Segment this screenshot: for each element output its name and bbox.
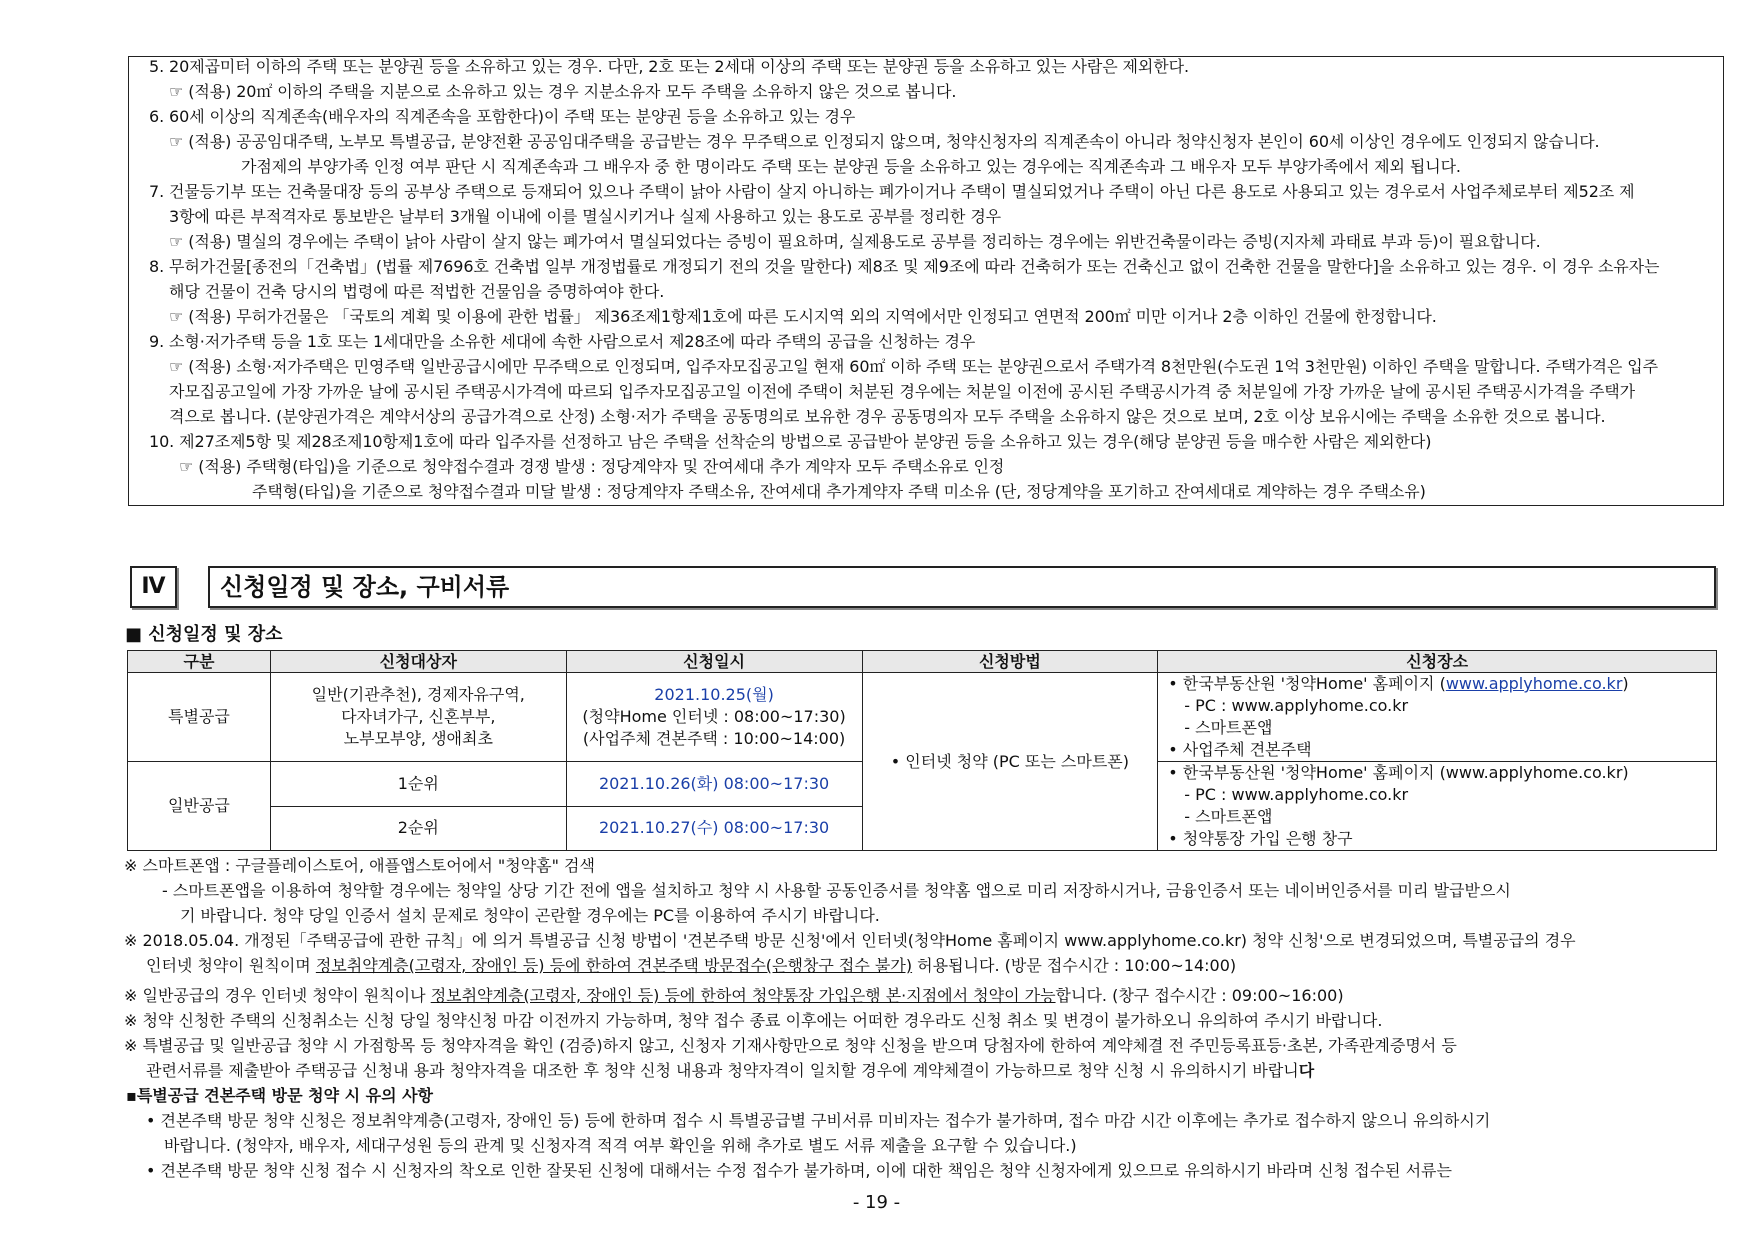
note-text: 다: [1298, 1061, 1315, 1080]
list-line: 5. 20제곱미터 이하의 주택 또는 분양권 등을 소유하고 있는 경우. 다만, 2호 또는 2세대 이상의 주택 또는 분양권 등을 소유하고 있는 사람은 제외한다.: [149, 57, 1189, 76]
list-line: 8. 무허가건물[종전의「건축법」(법률 제7696호 건축법 일부 개정법률로 개정되기 전의 것을 말한다) 제8조 및 제9조에 따라 건축허가 또는 건축신고 없이 건축한 건물을 말한다]을 소유하고 있는 경우. 이 경우 소유자는: [149, 257, 1660, 276]
list-line: ☞ (적용) 소형·저가주택은 민영주택 일반공급시에만 무주택으로 인정되며, 입주자모집공고일 현재 60㎡ 이하 주택 또는 분양권으로서 주택가격 8천만원(수도권 1억 3천만원) 이하인 주택을 말합니다. 주택가격은 입주: [169, 357, 1658, 376]
header-method: 신청방법: [862, 651, 1158, 673]
note-line: [146, 956, 1236, 976]
general-place: [1158, 762, 1717, 851]
section-number: Ⅳ: [130, 566, 177, 608]
criteria-list-box: [128, 56, 1724, 506]
special-time-online: (청약Home 인터넷 : 08:00~17:30): [582, 707, 846, 726]
note-line: ※ 2018.05.04. 개정된「주택공급에 관한 규칙」에 의거 특별공급 신청 방법이 '견본주택 방문 신청'에서 인터넷(청약Home 홈페이지 www.applyhome.co.kr) 청약 신청'으로 변경되었으며, 특별공급의 경우: [124, 931, 1576, 950]
note-line: • 견본주택 방문 청약 신청은 정보취약계층(고령자, 장애인 등) 등에 한하며 접수 시 특별공급별 구비서류 미비자는 접수가 불가하며, 접수 마감 시간 이후에는 추가로 접수하지 않으니 유의하시기: [146, 1111, 1491, 1130]
special-targets: [270, 673, 566, 762]
list-line: 6. 60세 이상의 직계존속(배우자의 직계존속을 포함한다)이 주택 또는 분양권 등을 소유하고 있는 경우: [149, 107, 856, 126]
place-line: - 스마트폰앱: [1184, 807, 1273, 826]
section-title: 신청일정 및 장소, 구비서류: [208, 566, 1716, 608]
note-text: 정보취약계층(고령자, 장애인 등) 등에 한하여 견본주택 방문접수(은행창구 접수 불가): [315, 956, 913, 975]
page-number: - 19 -: [852, 1192, 901, 1213]
applyhome-link[interactable]: www.applyhome.co.kr: [1445, 674, 1623, 693]
list-line: 해당 건물이 건축 당시의 법령에 따른 적법한 건물임을 증명하여야 한다.: [169, 282, 665, 301]
note-text: 합니다. (창구 접수시간 : 09:00~16:00): [1055, 986, 1344, 1005]
place-line: • 한국부동산원 '청약Home' 홈페이지 (www.applyhome.co.kr): [1168, 763, 1629, 782]
apply-method: • 인터넷 청약 (PC 또는 스마트폰): [862, 673, 1158, 851]
special-place: [1158, 673, 1717, 762]
list-line: 격으로 봅니다. (분양권가격은 계약서상의 공급가격으로 산정) 소형·저가 주택을 공동명의로 보유한 경우 공동명의자 모두 주택을 소유하지 않은 것으로 보며, 2호 이상 보유시에는 주택을 소유한 것으로 봅니다.: [169, 407, 1606, 426]
schedule-table: [127, 650, 1717, 851]
rank-2-date: 2021.10.27(수) 08:00~17:30: [566, 806, 862, 851]
target-line: 일반(기관추천), 경제자유구역,: [311, 685, 525, 704]
visit-notice-title: ▪특별공급 견본주택 방문 청약 시 유의 사항: [126, 1086, 434, 1105]
note-line: 기 바랍니다. 청약 당일 인증서 설치 문제로 청약이 곤란할 경우에는 PC를 이용하여 주시기 바랍니다.: [180, 906, 880, 925]
list-line: ☞ (적용) 주택형(타입)을 기준으로 청약접수결과 경쟁 발생 : 정당계약자 및 잔여세대 추가 계약자 모두 주택소유로 인정: [179, 457, 1005, 476]
note-line: [124, 986, 1344, 1006]
place-line: • 사업주체 견본주택: [1168, 740, 1312, 759]
special-date: 2021.10.25(월): [654, 685, 774, 704]
list-line: 9. 소형·저가주택 등을 1호 또는 1세대만을 소유한 세대에 속한 사람으로서 제28조에 따라 주택의 공급을 신청하는 경우: [149, 332, 976, 351]
list-line: 자모집공고일에 가장 가까운 날에 공시된 주택공시가격에 따르되 입주자모집공고일 이전에 주택이 처분된 경우에는 처분일 이전에 공시된 주택공시가격 중 처분일에 가장 가까운 날에 공시된 주택공시가격을 주택가: [169, 382, 1636, 401]
place-text: ): [1622, 674, 1629, 693]
list-line: ☞ (적용) 무허가건물은 「국토의 계획 및 이용에 관한 법률」 제36조제1항제1호에 따른 도시지역 외의 지역에서만 인정되고 연면적 200㎡ 미만 이거나 2층 이하인 건물에 한정합니다.: [169, 307, 1437, 326]
rank-1: 1순위: [270, 762, 566, 807]
list-line: ☞ (적용) 멸실의 경우에는 주택이 낡아 사람이 살지 않는 폐가여서 멸실되었다는 증빙이 필요하며, 실제용도로 공부를 정리하는 경우에는 위반건축물이라는 증빙(지자체 과태료 부과 등)이 필요합니다.: [169, 232, 1541, 251]
note-line: - 스마트폰앱을 이용하여 청약할 경우에는 청약일 상당 기간 전에 앱을 설치하고 청약 시 사용할 공동인증서를 청약홈 앱으로 미리 저장하시거나, 금융인증서 또는 네이버인증서를 미리 발급받으시: [162, 881, 1511, 900]
subsection-title: ■ 신청일정 및 장소: [125, 624, 283, 645]
note-line: [146, 1061, 1314, 1081]
rank-1-date: 2021.10.26(화) 08:00~17:30: [566, 762, 862, 807]
place-line: - PC : www.applyhome.co.kr: [1184, 785, 1409, 804]
rank-2: 2순위: [270, 806, 566, 851]
special-schedule: [566, 673, 862, 762]
list-line: 가점제의 부양가족 인정 여부 판단 시 직계존속과 그 배우자 중 한 명이라도 주택 또는 분양권 등을 소유하고 있는 경우에는 직계존속과 그 배우자 모두 부양가족에서 제외 됩니다.: [241, 157, 1461, 176]
list-line: 주택형(타입)을 기준으로 청약접수결과 미달 발생 : 정당계약자 주택소유, 잔여세대 추가계약자 주택 미소유 (단, 정당계약을 포기하고 잔여세대로 계약하는 경우 주택소유): [252, 482, 1426, 501]
header-place: 신청장소: [1158, 651, 1717, 673]
header-date: 신청일시: [566, 651, 862, 673]
list-line: ☞ (적용) 공공임대주택, 노부모 특별공급, 분양전환 공공임대주택을 공급받는 경우 무주택으로 인정되지 않으며, 청약신청자의 직계존속이 아니라 청약신청자 본인이 60세 이상인 경우에도 인정되지 않습니다.: [169, 132, 1600, 151]
note-line: ※ 청약 신청한 주택의 신청취소는 신청 당일 청약신청 마감 이전까지 가능하며, 청약 접수 종료 이후에는 어떠한 경우라도 신청 취소 및 변경이 불가하오니 유의하여 주시기 바랍니다.: [124, 1011, 1383, 1030]
note-text: ※ 일반공급의 경우 인터넷 청약이 원칙이나: [124, 986, 431, 1005]
note-text: 허용됩니다. (방문 접수시간 : 10:00~14:00): [912, 956, 1237, 975]
place-line: [1168, 673, 1716, 695]
table-row: [128, 673, 1717, 762]
header-target: 신청대상자: [270, 651, 566, 673]
place-text: • 한국부동산원 '청약Home' 홈페이지 (: [1168, 674, 1446, 693]
note-smartphone-app: ※ 스마트폰앱 : 구글플레이스토어, 애플앱스토어에서 "청약홈" 검색: [124, 856, 595, 875]
note-line: 바랍니다. (청약자, 배우자, 세대구성원 등의 관계 및 신청자격 적격 여부 확인을 위해 추가로 별도 서류 제출을 요구할 수 있습니다.): [164, 1136, 1077, 1155]
note-line: ※ 특별공급 및 일반공급 청약 시 가점항목 등 청약자격을 확인 (검증)하지 않고, 신청자 기재사항만으로 청약 신청을 받으며 당첨자에 한하여 계약체결 전 주민등록표등·초본, 가족관계증명서 등: [124, 1036, 1457, 1055]
note-line: • 견본주택 방문 청약 신청 접수 시 신청자의 착오로 인한 잘못된 신청에 대해서는 수정 접수가 불가하며, 이에 대한 책임은 청약 신청자에게 있으므로 유의하시기 바라며 신청 접수된 서류는: [146, 1161, 1452, 1180]
place-line: - 스마트폰앱: [1184, 718, 1273, 737]
category-special: 특별공급: [128, 673, 271, 762]
target-line: 다자녀가구, 신혼부부,: [341, 707, 496, 726]
note-text: 인터넷 청약이 원칙이며: [146, 956, 316, 975]
note-text: 관련서류를 제출받아 주택공급 신청내 용과 청약자격을 대조한 후 청약 신청 내용과 청약자격이 일치할 경우에 계약체결이 가능하므로 청약 신청 시 유의하시기 바랍니: [146, 1061, 1299, 1080]
list-line: 3항에 따른 부적격자로 통보받은 날부터 3개월 이내에 이를 멸실시키거나 실제 사용하고 있는 용도로 공부를 정리한 경우: [169, 207, 1002, 226]
list-line: ☞ (적용) 20㎡ 이하의 주택을 지분으로 소유하고 있는 경우 지분소유자 모두 주택을 소유하지 않은 것으로 봅니다.: [169, 82, 957, 101]
special-time-modelhouse: (사업주체 견본주택 : 10:00~14:00): [582, 729, 846, 748]
header-category: 구분: [128, 651, 271, 673]
table-header-row: [128, 651, 1717, 673]
place-line: • 청약통장 가입 은행 창구: [1168, 829, 1353, 848]
list-line: 7. 건물등기부 또는 건축물대장 등의 공부상 주택으로 등재되어 있으나 주택이 낡아 사람이 살지 아니하는 폐가이거나 주택이 멸실되었거나 주택이 아닌 다른 용도로 사용되고 있는 경우로서 사업주체로부터 제52조 제: [149, 182, 1635, 201]
list-line: 10. 제27조제5항 및 제28조제10항제1호에 따라 입주자를 선정하고 남은 주택을 선착순의 방법으로 공급받아 분양권 등을 소유하고 있는 경우(해당 분양권 등을 매수한 사람은 제외한다): [149, 432, 1432, 451]
category-general: 일반공급: [128, 762, 271, 851]
note-text: 정보취약계층(고령자, 장애인 등) 등에 한하여 청약통장 가입은행 본·지점에서 청약이 가능: [430, 986, 1056, 1005]
target-line: 노부모부양, 생애최초: [343, 729, 493, 748]
place-line: - PC : www.applyhome.co.kr: [1184, 696, 1409, 715]
